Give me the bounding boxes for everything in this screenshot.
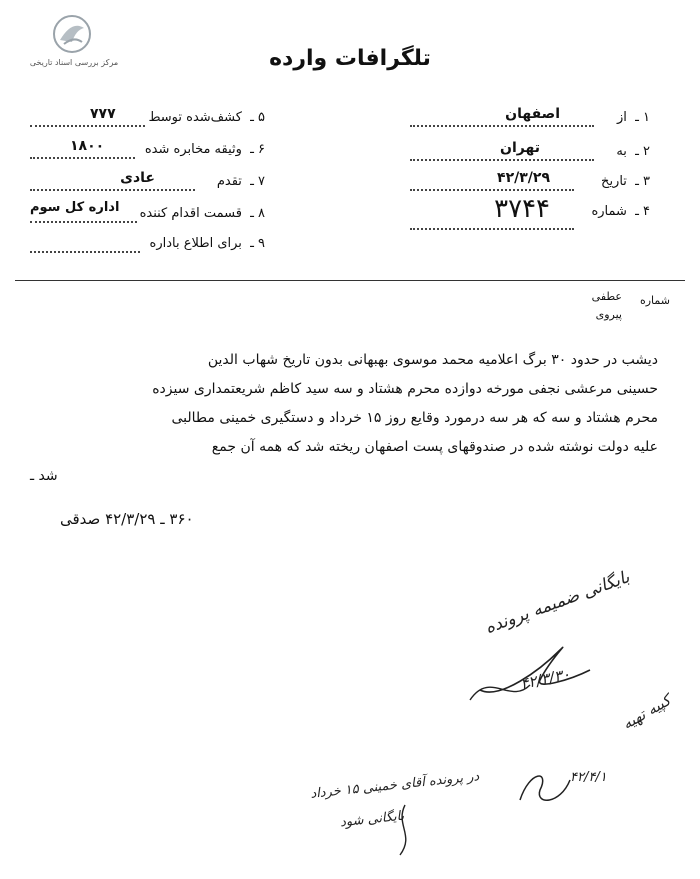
field-number: ۴ ـ bbox=[635, 204, 650, 219]
handwritten-note-text: بایگانی ضمیمه پرونده bbox=[482, 567, 633, 639]
field-label: قسمت اقدام کننده bbox=[139, 206, 242, 221]
field-number: ۵ ـ bbox=[250, 110, 265, 125]
field-telegram-number bbox=[410, 194, 650, 234]
handwritten-note-text: کپیه تهیه bbox=[619, 691, 674, 734]
reference-line-1: عطفی bbox=[591, 290, 622, 303]
field-label: برای اطلاع باداره bbox=[149, 236, 242, 251]
field-value: تهران bbox=[500, 140, 540, 156]
field-value: اداره کل سوم bbox=[30, 200, 120, 215]
body-line: دیشب در حدود ۳۰ برگ اعلامیه محمد موسوی بهبهانی بدون تاریخ شهاب الدین bbox=[207, 352, 658, 368]
field-info-unit bbox=[30, 236, 265, 256]
handwritten-note-archive-2: بایگانی شود bbox=[339, 808, 405, 831]
signature-2 bbox=[510, 760, 580, 820]
field-value: ۱۸۰۰ bbox=[70, 138, 105, 154]
handwritten-date-2: ۴۲/۴/۱ bbox=[570, 770, 607, 785]
body-line: شد ـ bbox=[30, 468, 58, 484]
field-from bbox=[410, 106, 650, 130]
archive-logo-text: مرکز بررسی اسناد تاریخی bbox=[29, 58, 119, 67]
field-telecom-document bbox=[30, 138, 265, 162]
body-line: علیه دولت نوشته شده در صندوقهای پست اصفهان ریخته شد که همه آن جمع bbox=[211, 439, 658, 455]
handwritten-date-1: ۴۲/۳/۳۰ bbox=[518, 664, 572, 694]
body-line: محرم هشتاد و سه که هر سه درمورد وقایع روز ۱۵ خرداد و دستگیری خمینی مطالبی bbox=[171, 410, 658, 426]
field-number: ۶ ـ bbox=[250, 142, 265, 157]
field-number: ۱ ـ bbox=[635, 110, 650, 125]
field-date bbox=[410, 170, 650, 194]
reference-line-2: پیروی bbox=[595, 308, 622, 321]
field-value: عادی bbox=[120, 170, 155, 186]
field-value: ۷۷۷ bbox=[90, 106, 116, 122]
handwritten-note-file: در پرونده آقای خمینی ۱۵ خرداد bbox=[309, 769, 480, 802]
field-number: ۷ ـ bbox=[250, 174, 265, 189]
field-number: ۸ ـ bbox=[250, 206, 265, 221]
field-to bbox=[410, 140, 650, 164]
field-label: شماره bbox=[591, 204, 627, 219]
reference-label: شماره bbox=[639, 294, 670, 307]
document-title: تلگرافات وارده bbox=[269, 46, 431, 71]
field-number: ۳ ـ bbox=[635, 174, 650, 189]
field-label: از bbox=[617, 110, 627, 125]
signature-3 bbox=[380, 800, 430, 860]
telegram-footer: ۳۶۰ ـ ۴۲/۳/۲۹ صدقی bbox=[60, 510, 194, 528]
body-line: حسینی مرعشی نجفی مورخه دوازده محرم هشتاد و سه سید کاظم شریعتمداری سیزده bbox=[152, 381, 658, 397]
header-divider bbox=[15, 280, 685, 281]
field-label: به bbox=[616, 144, 627, 159]
field-label: تقدم bbox=[216, 174, 242, 189]
field-label: تاریخ bbox=[601, 174, 627, 189]
signature-1 bbox=[440, 630, 600, 710]
field-label: کشف‌شده توسط bbox=[148, 110, 242, 125]
field-value: اصفهان bbox=[505, 106, 560, 122]
field-number: ۹ ـ bbox=[250, 236, 265, 251]
field-priority bbox=[30, 170, 265, 194]
field-action-unit bbox=[30, 200, 265, 226]
reference-block bbox=[550, 290, 670, 326]
field-label: وثیقه مخابره شده bbox=[144, 142, 242, 157]
field-value: ۴۲/۳/۲۹ bbox=[497, 170, 550, 186]
field-decoded-by bbox=[30, 106, 265, 130]
field-value: ۳۷۴۴ bbox=[494, 194, 550, 224]
telegram-body bbox=[30, 346, 658, 491]
field-number: ۲ ـ bbox=[635, 144, 650, 159]
